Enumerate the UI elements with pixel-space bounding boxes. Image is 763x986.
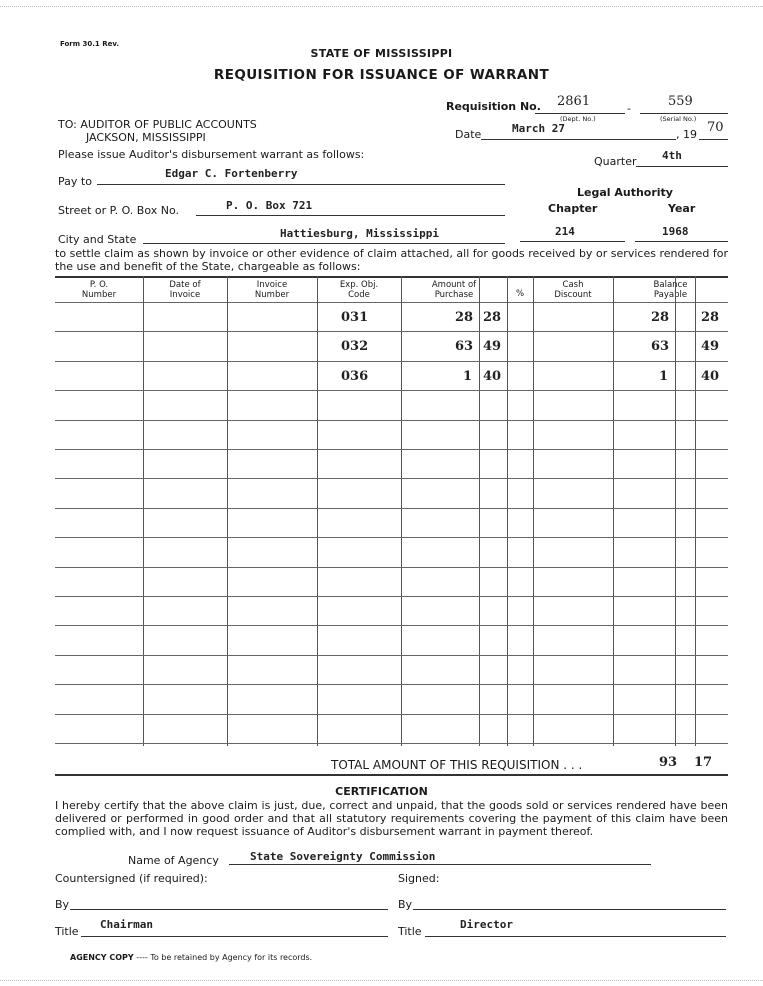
table-row-divider — [55, 331, 728, 332]
table-column-divider — [533, 276, 534, 746]
date-value: March 27 — [512, 122, 565, 135]
title-label-right: Title — [398, 925, 422, 938]
exp-code: 032 — [341, 339, 369, 355]
total-cents: 17 — [694, 755, 713, 770]
certification-heading: CERTIFICATION — [335, 785, 428, 798]
dept-no-line — [535, 113, 625, 114]
year-prefix: , 19 — [676, 128, 697, 141]
form-title: REQUISITION FOR ISSUANCE OF WARRANT — [213, 67, 550, 83]
col-header-amount: Amount of Purchase — [431, 280, 477, 300]
amount-dollars: 28 — [455, 310, 474, 325]
table-top-rule — [55, 276, 728, 278]
by-line-right — [413, 909, 726, 910]
authority-year-line — [635, 241, 728, 242]
serial-no-caption: (Serial No.) — [660, 115, 697, 123]
exp-code: 031 — [341, 310, 369, 325]
countersigned-label: Countersigned (if required): — [55, 872, 208, 885]
claim-text: to settle claim as shown by invoice or other evidence of claim attached, all for goods received by or services rendered for the use and benefit of the State, chargeable as follows: — [55, 247, 728, 273]
table-row-divider — [55, 684, 728, 685]
balance-cents: 28 — [701, 310, 720, 325]
year-line — [699, 139, 728, 140]
table-row-divider — [55, 567, 728, 568]
col-header-date: Date of Invoice — [169, 280, 201, 300]
quarter-line — [636, 166, 728, 167]
amount-dollars: 63 — [455, 339, 474, 355]
title-line-left — [81, 936, 388, 937]
agency-line — [229, 864, 651, 865]
signed-label: Signed: — [398, 872, 440, 885]
requisition-label: Requisition No. — [446, 100, 541, 113]
state-heading: STATE OF MISSISSIPPI — [310, 47, 453, 60]
balance-cents: 49 — [701, 339, 720, 355]
pay-to-label: Pay to — [58, 175, 92, 188]
table-row-divider — [55, 655, 728, 656]
street-label: Street or P. O. Box No. — [58, 204, 179, 217]
total-dollars: 93 — [659, 755, 678, 770]
by-label-left: By — [55, 898, 70, 911]
agency-copy-text: ---- To be retained by Agency for its records. — [136, 953, 313, 962]
table-row-divider — [55, 478, 728, 479]
table-column-divider — [401, 276, 402, 746]
table-row-divider — [55, 508, 728, 509]
table-column-divider — [695, 276, 696, 746]
table-row-divider — [55, 714, 728, 715]
amount-dollars: 1 — [463, 368, 473, 384]
table-column-divider — [613, 276, 614, 746]
chapter-line — [520, 241, 625, 242]
total-label: TOTAL AMOUNT OF THIS REQUISITION . . . — [331, 758, 583, 772]
requisition-dash: - — [627, 102, 631, 115]
table-row-divider — [55, 449, 728, 450]
serial-no-line — [640, 113, 728, 114]
city-label: City and State — [58, 233, 137, 246]
amount-cents: 49 — [483, 339, 502, 355]
title-line-right — [425, 936, 726, 937]
street-line — [196, 215, 505, 216]
chapter-label: Chapter — [548, 202, 598, 215]
by-label-right: By — [398, 898, 413, 911]
amount-cents: 40 — [483, 368, 502, 384]
issue-instruction: Please issue Auditor's disbursement warrant as follows: — [58, 148, 365, 161]
certification-text: I hereby certify that the above claim is just, due, correct and unpaid, that the goods sold or services rendered have been delivered or performed in good order and that all statutory requirements covering the payment of this claim have been complied with, and I now request issuance of Auditor's disbursement warrant in payment thereof. — [55, 799, 728, 838]
col-header-balance: Balance Payable — [653, 280, 688, 300]
street-value: P. O. Box 721 — [226, 199, 313, 212]
table-row-divider — [55, 625, 728, 626]
balance-dollars: 28 — [651, 310, 670, 325]
title-label-left: Title — [55, 925, 79, 938]
dept-no-caption: (Dept. No.) — [560, 115, 596, 123]
date-label: Date — [455, 128, 482, 141]
authority-year-label: Year — [668, 202, 696, 215]
table-row-divider — [55, 420, 728, 421]
col-header-pct: % — [515, 289, 525, 299]
balance-cents: 40 — [701, 368, 720, 384]
balance-dollars: 63 — [651, 339, 670, 355]
chapter-value: 214 — [555, 225, 575, 238]
table-column-divider — [317, 276, 318, 746]
table-column-divider — [479, 276, 480, 746]
addressee-city: JACKSON, MISSISSIPPI — [86, 131, 206, 144]
table-column-divider — [227, 276, 228, 746]
line-items-table — [55, 276, 728, 773]
table-row-divider — [55, 390, 728, 391]
exp-code: 036 — [341, 368, 369, 384]
date-line — [481, 139, 676, 140]
agency-copy-label: AGENCY COPY — [70, 953, 134, 962]
table-column-divider — [675, 276, 676, 746]
title-value-right: Director — [460, 918, 513, 931]
col-header-invoice: Invoice Number — [254, 280, 290, 300]
table-column-divider — [507, 276, 508, 746]
by-line-left — [70, 909, 388, 910]
col-header-exp: Exp. Obj. Code — [339, 280, 379, 300]
serial-no-value: 559 — [668, 94, 693, 109]
agency-copy-note — [70, 953, 312, 962]
table-row-divider — [55, 361, 728, 362]
legal-authority-heading: Legal Authority — [577, 186, 673, 199]
title-value-left: Chairman — [100, 918, 153, 931]
addressee-to: TO: AUDITOR OF PUBLIC ACCOUNTS — [58, 118, 257, 131]
balance-dollars: 1 — [659, 368, 669, 384]
quarter-value: 4th — [662, 149, 682, 162]
authority-year-value: 1968 — [662, 225, 689, 238]
col-header-cash: Cash Discount — [554, 280, 592, 300]
city-value: Hattiesburg, Mississippi — [280, 227, 439, 240]
pay-to-line — [97, 184, 505, 185]
table-row-divider — [55, 537, 728, 538]
agency-label: Name of Agency — [128, 854, 219, 867]
quarter-label: Quarter — [594, 155, 637, 168]
pay-to-value: Edgar C. Fortenberry — [165, 167, 298, 180]
form-number: Form 30.1 Rev. — [60, 40, 119, 48]
amount-cents: 28 — [483, 310, 502, 325]
table-row-divider — [55, 596, 728, 597]
table-bottom-rule — [55, 774, 728, 776]
year-value: 70 — [707, 120, 724, 135]
col-header-po: P. O. Number — [81, 280, 117, 300]
top-edge-dots — [0, 6, 763, 7]
dept-no-value: 2861 — [557, 94, 591, 109]
agency-value: State Sovereignty Commission — [250, 850, 436, 863]
city-line — [143, 243, 505, 244]
table-column-divider — [143, 276, 144, 746]
bottom-edge-dots — [0, 980, 763, 981]
table-row-divider — [55, 743, 728, 744]
table-header-rule — [55, 302, 728, 303]
